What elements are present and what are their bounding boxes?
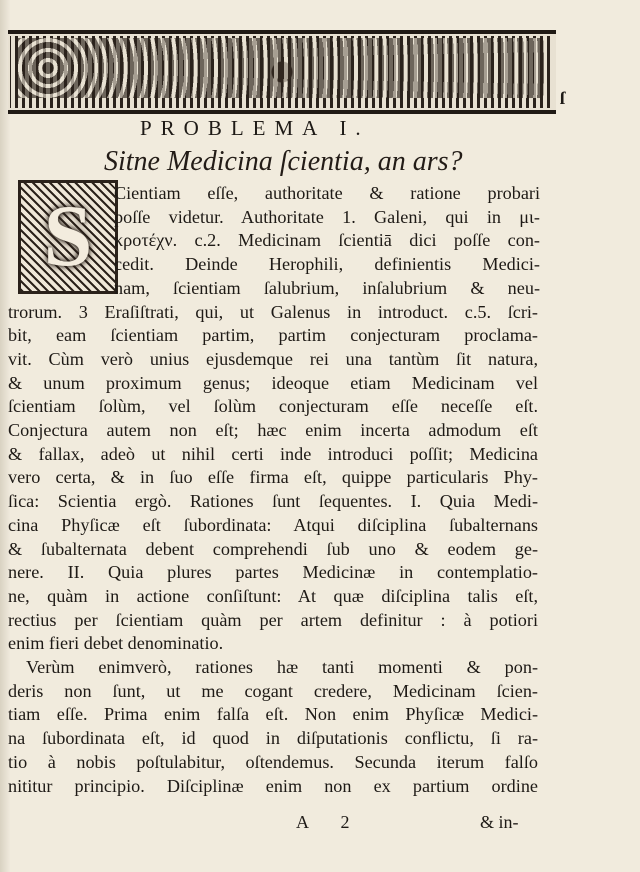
text-line: nititur principio. Diſciplinæ enim non ex partium ordine (8, 775, 538, 796)
text-line: & ſubalternata debent comprehendi ſub uno & eodem ge- (8, 538, 538, 559)
text-line: vit. Cùm verò unius ejusdemque rei una tantùm ſit natura, (8, 348, 538, 369)
catchword: & in- (480, 812, 519, 832)
drop-cap-initial (18, 180, 118, 294)
headpiece-ornament (18, 38, 546, 98)
text-line: & unum proximum genus; ideoque etiam Medicinam vel (8, 372, 538, 393)
text-line: rectius per ſcientiam quàm per artem definitur : à potiori (8, 609, 538, 630)
text-line: tiam eſſe. Prima enim falſa eſt. Non enim Phyſicæ Medici- (8, 704, 538, 725)
text-line: cina Phyſicæ eſt ſubordinata: Atqui diſciplina ſubalternans (8, 514, 538, 535)
text-line: deris non ſunt, ut me cogant credere, Medicinam ſcien- (8, 680, 538, 701)
text-line: & fallax, adeò ut nihil certi inde introduci poſſit; Medicina (8, 443, 538, 464)
text-line: tio à nobis poſtulabitur, oſtendemus. Secunda iterum falſo (8, 751, 538, 772)
side-mark: ſ (560, 88, 566, 108)
text-line: enim fieri debet denominatio. (8, 633, 224, 654)
text-line: ſica: Scientia ergò. Rationes ſunt ſequentes. I. Quia Medi- (8, 491, 538, 512)
text-line: nere. II. Quia plures partes Medicinæ in contemplatio- (8, 562, 538, 583)
text-line: κροτέχν. c.2. Medicinam ſcientiā dici poſſe con- (114, 230, 540, 251)
problem-title: Sitne Medicina ſcientia, an ars? (104, 146, 463, 177)
text-line: Verùm enimverò, rationes hæ tanti momenti & pon- (26, 657, 538, 677)
text-line: poſſe videtur. Authoritate 1. Galeni, qui in μι- (114, 206, 540, 227)
text-line: Conjectura autem non eſt; hæc enim incerta admodum eſt (8, 420, 538, 440)
text-line: trorum. 3 Eraſiſtrati, qui, ut Galenus in introduct. c.5. ſcri- (8, 301, 538, 322)
text-line: Cientiam eſſe, authoritate & ratione probari (114, 183, 540, 203)
signature-mark: A 2 (296, 812, 364, 832)
text-line: cedit. Deinde Herophili, definientis Medici- (114, 254, 540, 275)
text-line: vero certa, & in ſuo eſſe firma eſt, quippe particularis Phy- (8, 467, 538, 488)
text-line: bit, eam ſcientiam partim, partim conjecturam proclama- (8, 325, 538, 346)
text-line: ne, quàm in actione conſiſtunt: At quæ diſciplina talis eſt, (8, 585, 538, 606)
problem-heading: PROBLEMA I. (140, 116, 370, 140)
text-line: nam, ſcientiam ſalubrium, inſalubrium & neu- (114, 277, 540, 298)
text-line: ſcientiam ſolùm, vel ſolùm conjecturam eſſe neceſſe eſt. (8, 396, 538, 417)
drop-cap-letter: S (43, 188, 93, 285)
text-line: na ſubordinata eſt, id quod in diſputationis conflictu, ſi ra- (8, 728, 538, 749)
